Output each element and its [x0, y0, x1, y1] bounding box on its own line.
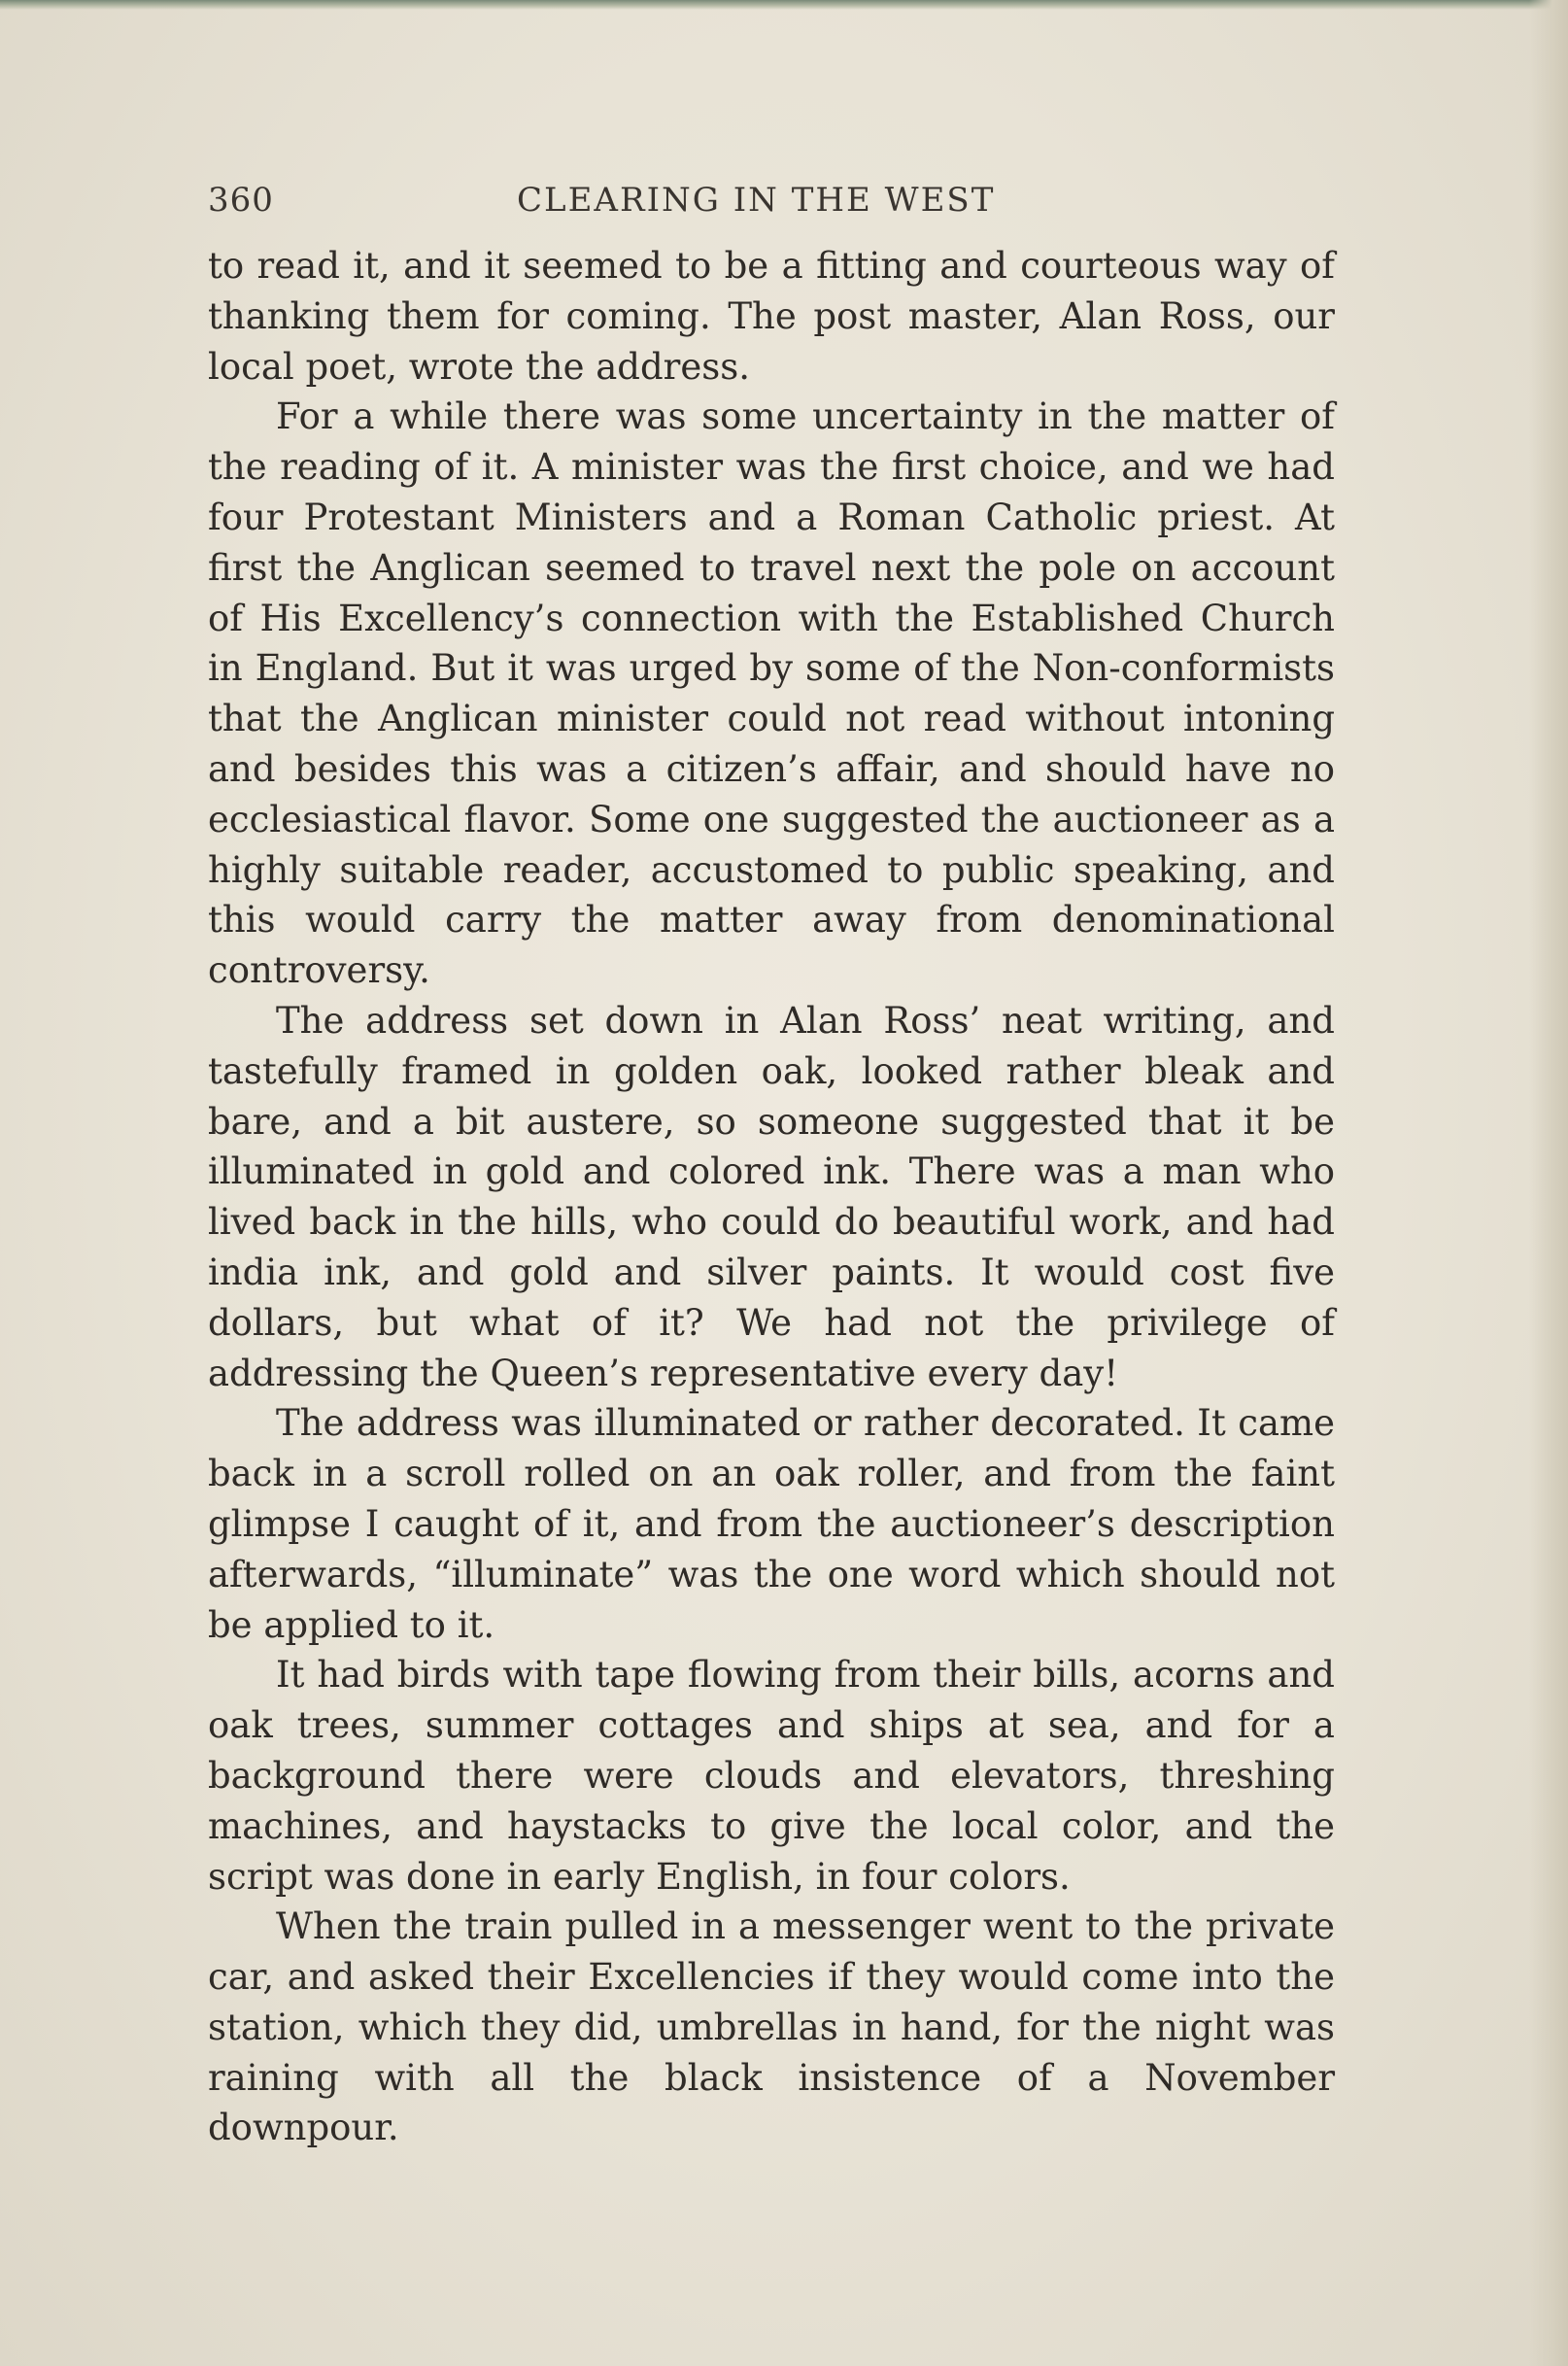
page-top-edge: [0, 0, 1568, 10]
paragraph: When the train pulled in a messenger went to the private car, and asked their Excellencies if they would come into the station, which they did, umbrellas in hand, for the night was raining with all the black insistence of a November downpour.: [208, 1905, 1335, 2149]
page-number: 360: [208, 181, 274, 220]
page-header: [208, 181, 1335, 229]
paragraph: The address set down in Alan Ross’ neat writing, and tastefully framed in golden oak, looked rather bleak and bare, and a bit austere, so someone suggested that it be illuminated in gold and colored ink. There was a man who lived back in the hills, who could do beautiful work, and had india ink, and gold and silver paints. It would cost five dollars, but what of it? We had not the privilege of addressing the Queen’s representative every day!: [208, 999, 1335, 1394]
paragraph: The address was illuminated or rather decorated. It came back in a scroll rolled on an oak roller, and from the faint glimpse I caught of it, and from the auctioneer’s description afterwards, “illuminate” was the one word which should not be applied to it.: [208, 1402, 1335, 1646]
running-head: CLEARING IN THE WEST: [517, 181, 996, 220]
paragraph: It had birds with tape flowing from their bills, acorns and oak trees, summer cottages and ships at sea, and for a background there were clouds and elevators, threshing machines, and haystacks to give the local color, and the script was done in early English, in four colors.: [208, 1654, 1335, 1898]
page-right-shadow: [1529, 0, 1568, 2366]
paragraph: to read it, and it seemed to be a fitting and courteous way of thanking them for coming. The post master, Alan Ross, our local poet, wrote the address.: [208, 245, 1335, 388]
paragraph: For a while there was some uncertainty in the matter of the reading of it. A minister was the first choice, and we had four Protestant Ministers and a Roman Catholic priest. At first the Anglican seemed to travel next the pole on account of His Excellency’s connection with the Established Church in England. But it was urged by some of the Non-conformists that the Anglican minister could not read without intoning and besides this was a citizen’s affair, and should have no ecclesiastical flavor. Some one suggested the auctioneer as a highly suitable reader, accustomed to public speaking, and this would carry the matter away from denominational controversy.: [208, 395, 1335, 992]
body-text: [208, 241, 1335, 2153]
